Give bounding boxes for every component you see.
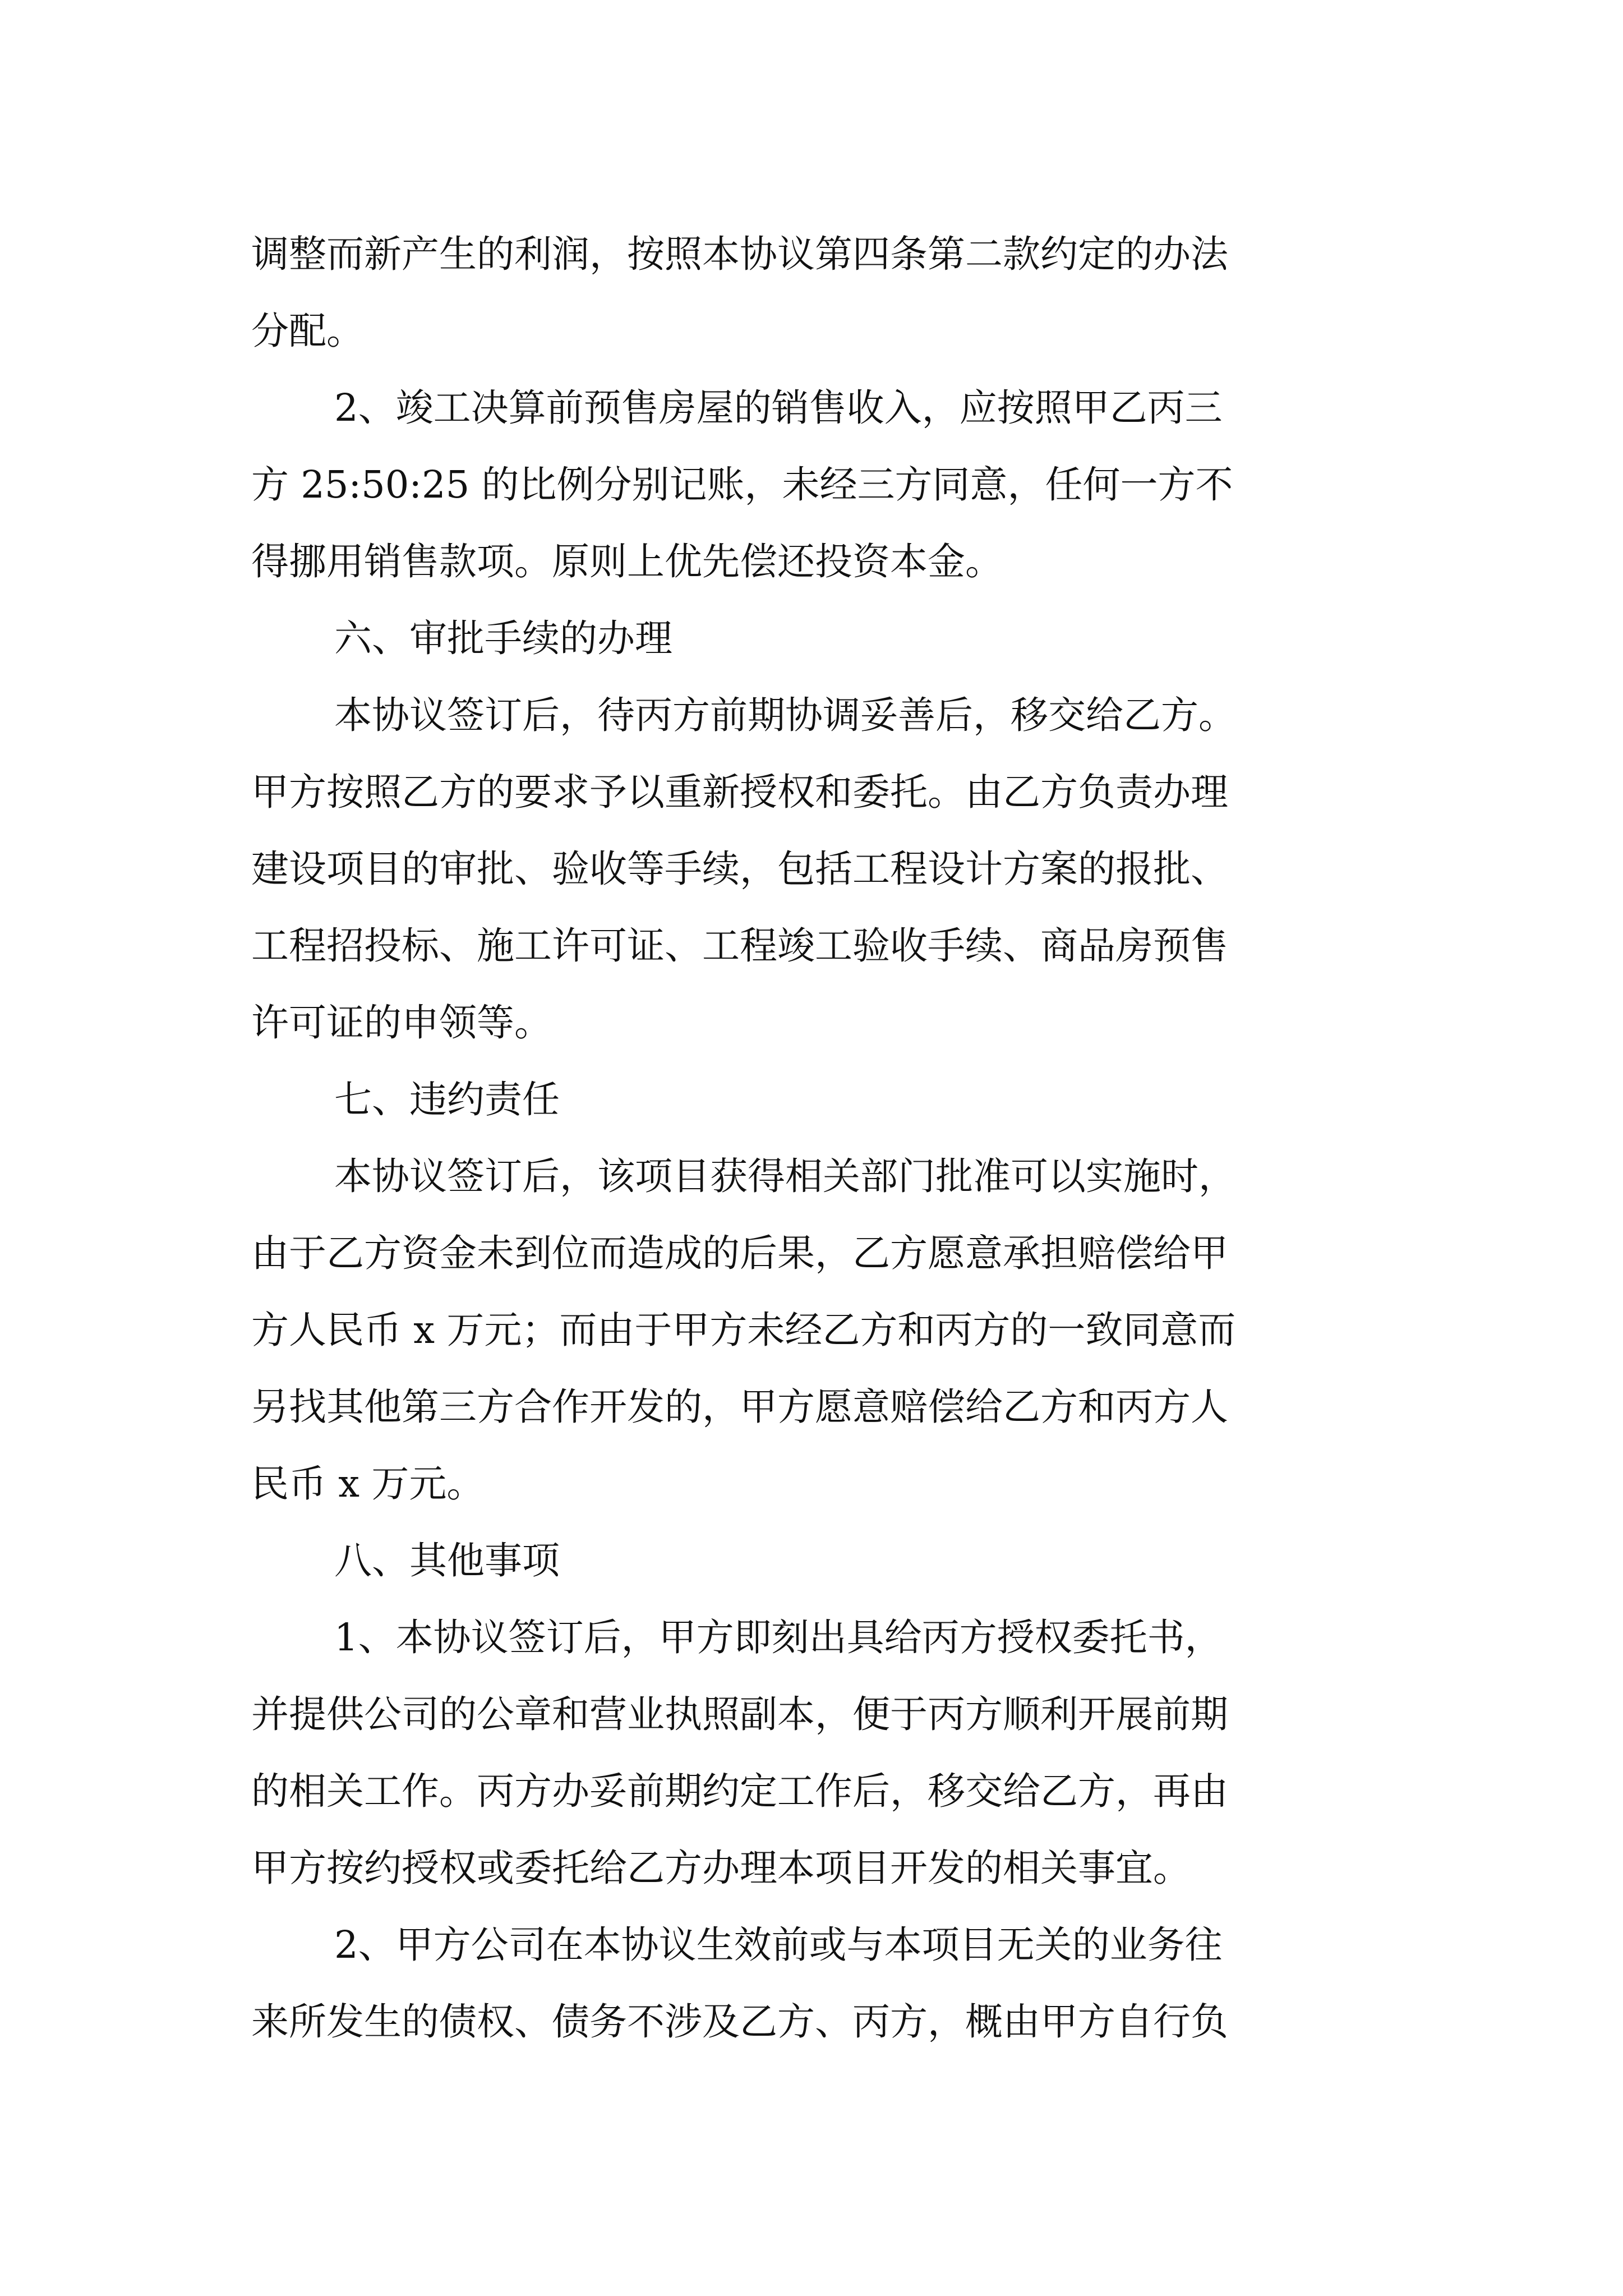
text-line: 分配。 [251,309,364,353]
text-line: 民币 x 万元。 [251,1462,485,1506]
text-line: 甲方按约授权或委托给乙方办理本项目开发的相关事宜。 [251,1846,1191,1890]
text-line: 方人民币 x 万元；而由于甲方未经乙方和丙方的一致同意而 [251,1308,1236,1352]
text-line: 方 25:50:25 的比例分别记账，未经三方同意，任何一方不 [251,463,1233,507]
section-heading: 六、审批手续的办理 [334,616,672,660]
text-line: 由于乙方资金未到位而造成的后果，乙方愿意承担赔偿给甲 [251,1231,1228,1275]
text-line: 工程招投标、施工许可证、工程竣工验收手续、商品房预售 [251,924,1228,968]
text-line: 并提供公司的公章和营业执照副本，便于丙方顺利开展前期 [251,1692,1228,1736]
text-line: 2、甲方公司在本协议生效前或与本项目无关的业务往 [334,1923,1223,1967]
document-body [251,216,1378,2060]
text-line: 本协议签订后，该项目获得相关部门批准可以实施时， [334,1154,1236,1198]
text-line: 许可证的申领等。 [251,1001,552,1045]
section-heading: 七、违约责任 [334,1078,560,1121]
text-line: 得挪用销售款项。原则上优先偿还投资本金。 [251,540,1003,583]
text-line: 甲方按照乙方的要求予以重新授权和委托。由乙方负责办理 [251,770,1228,814]
text-line: 的相关工作。丙方办妥前期约定工作后，移交给乙方，再由 [251,1769,1228,1813]
text-line: 来所发生的债权、债务不涉及乙方、丙方，概由甲方自行负 [251,2000,1228,2044]
section-heading: 八、其他事项 [334,1539,560,1582]
text-line: 另找其他第三方合作开发的，甲方愿意赔偿给乙方和丙方人 [251,1385,1228,1429]
text-line: 建设项目的审批、验收等手续，包括工程设计方案的报批、 [251,847,1228,891]
text-line: 2、竣工决算前预售房屋的销售收入，应按照甲乙丙三 [334,386,1223,430]
text-line: 调整而新产生的利润，按照本协议第四条第二款约定的办法 [251,232,1228,276]
text-line: 1、本协议签订后，甲方即刻出具给丙方授权委托书， [334,1616,1223,1659]
text-line: 本协议签订后，待丙方前期协调妥善后，移交给乙方。 [334,693,1236,737]
